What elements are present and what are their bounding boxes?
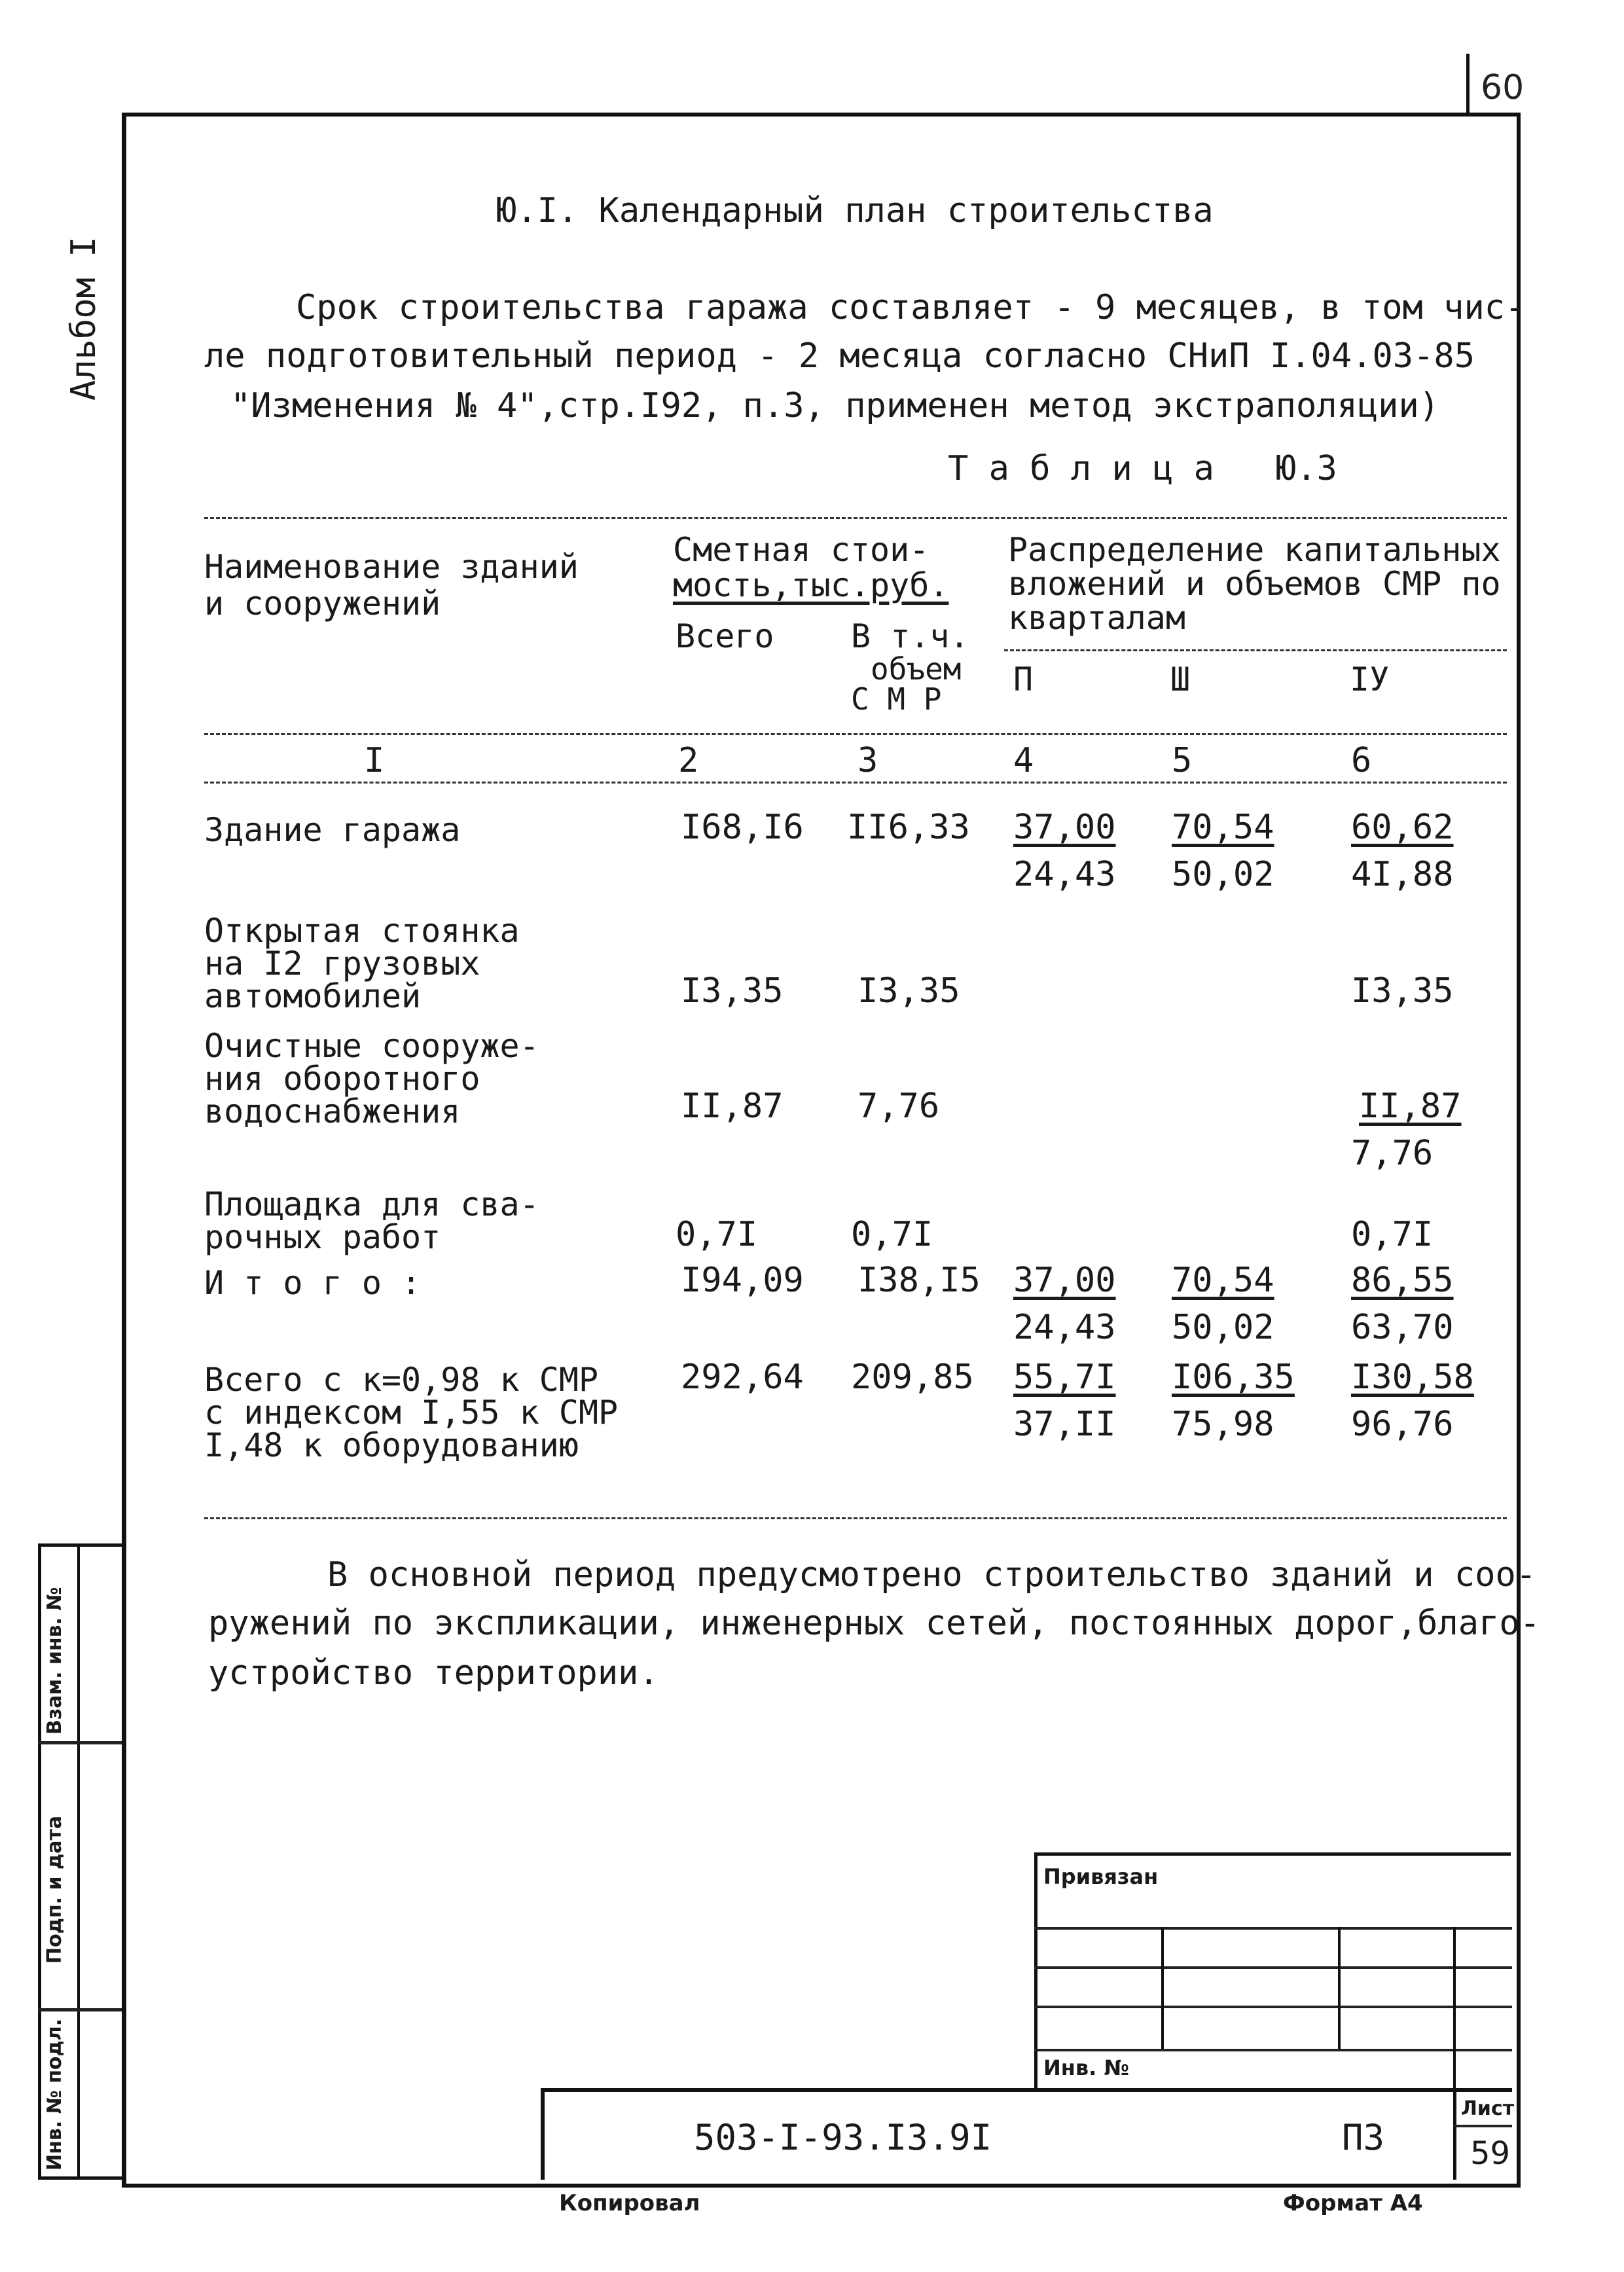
row-name-1: Площадка для сва- bbox=[204, 1185, 539, 1223]
header-cost-2: мость,тыс.руб. bbox=[673, 566, 949, 604]
row-q3-bottom: 75,98 bbox=[1172, 1405, 1274, 1444]
row-smr: I3,35 bbox=[857, 971, 960, 1011]
row-name-3: автомобилей bbox=[204, 977, 422, 1015]
row-name-2: ния оборотного bbox=[204, 1060, 480, 1098]
col-num-2: 2 bbox=[678, 741, 699, 780]
row-name-1: Всего с к=0,98 к СМР bbox=[204, 1361, 599, 1399]
intro-line-2: ле подготовительный период - 2 месяца согласно СНиП I.04.03-85 bbox=[204, 336, 1475, 376]
row-q3-bottom: 50,02 bbox=[1172, 1308, 1274, 1347]
table-title: Т а б л и ц а Ю.3 bbox=[948, 449, 1337, 488]
row-q4-bottom: 63,70 bbox=[1351, 1308, 1454, 1347]
row-name: Здание гаража bbox=[204, 811, 461, 849]
row-q3-top: 70,54 bbox=[1172, 808, 1274, 847]
col-num-6: 6 bbox=[1351, 741, 1372, 780]
row-q2-top: 37,00 bbox=[1013, 1261, 1116, 1300]
row-name-1: Очистные сооруже- bbox=[204, 1027, 539, 1065]
intro-line-3: "Изменения № 4",стр.I92, п.3, применен метод экстраполяции) bbox=[230, 386, 1440, 425]
album-label: Альбом I bbox=[64, 236, 103, 401]
table-top-rule bbox=[204, 517, 1507, 519]
row-smr: II6,33 bbox=[847, 808, 970, 847]
row-name-1: Открытая стоянка bbox=[204, 912, 520, 950]
copied-label: Копировал bbox=[559, 2190, 700, 2216]
row-q2-bottom: 24,43 bbox=[1013, 855, 1116, 894]
row-smr: 7,76 bbox=[857, 1087, 940, 1126]
row-q3-bottom: 50,02 bbox=[1172, 855, 1274, 894]
row-smr: 209,85 bbox=[851, 1358, 974, 1397]
conclusion-line-3: устройство территории. bbox=[208, 1653, 659, 1693]
row-smr: I38,I5 bbox=[857, 1261, 981, 1300]
conclusion-line-1: В основной период предусмотрено строительство зданий и соо- bbox=[327, 1555, 1537, 1595]
row-q4-bottom: 7,76 bbox=[1351, 1134, 1434, 1173]
row-q2-bottom: 37,II bbox=[1013, 1405, 1116, 1444]
row-q4: I3,35 bbox=[1351, 971, 1454, 1011]
row-smr: 0,7I bbox=[851, 1215, 933, 1254]
header-cost-1: Сметная стои- bbox=[673, 531, 929, 569]
header-q2: П bbox=[1013, 660, 1034, 698]
row-total: 292,64 bbox=[681, 1358, 804, 1397]
sheet-number: 59 bbox=[1470, 2135, 1511, 2172]
header-q4: IУ bbox=[1350, 660, 1390, 698]
row-q4-bottom: 96,76 bbox=[1351, 1405, 1454, 1444]
row-q4-top: II,87 bbox=[1359, 1087, 1462, 1126]
row-q4: 0,7I bbox=[1351, 1215, 1434, 1254]
format-label: Формат А4 bbox=[1283, 2190, 1423, 2216]
conclusion-line-2: ружений по экспликации, инженерных сетей, постоянных дорог,благо- bbox=[208, 1604, 1540, 1643]
row-total: II,87 bbox=[681, 1087, 784, 1126]
header-name-2: и сооружений bbox=[204, 585, 441, 622]
row-total: I3,35 bbox=[681, 971, 784, 1011]
intro-line-1: Срок строительства гаража составляет - 9 месяцев, в том чис- bbox=[296, 288, 1526, 327]
row-name-3: I,48 к оборудованию bbox=[204, 1426, 579, 1464]
side-interchange: Взам. инв. № bbox=[43, 1587, 66, 1735]
header-distribution-2: вложений и объемов СМР по bbox=[1008, 565, 1501, 603]
header-bottom-rule bbox=[204, 733, 1507, 735]
header-name-1: Наименование зданий bbox=[204, 548, 579, 586]
col-num-4: 4 bbox=[1013, 741, 1034, 780]
col-num-5: 5 bbox=[1172, 741, 1193, 780]
doc-code: 503-I-93.I3.9I bbox=[694, 2117, 992, 2158]
quarters-rule bbox=[1004, 649, 1507, 651]
row-q2-top: 37,00 bbox=[1013, 808, 1116, 847]
section-code: ПЗ bbox=[1342, 2117, 1385, 2158]
row-total: I94,09 bbox=[681, 1261, 804, 1300]
row-name-2: рочных работ bbox=[204, 1218, 441, 1256]
row-total: I68,I6 bbox=[681, 808, 804, 847]
side-signature: Подп. и дата bbox=[43, 1815, 66, 1964]
header-total: Всего bbox=[676, 617, 774, 655]
header-distribution-3: кварталам bbox=[1008, 599, 1185, 637]
table-bottom-rule bbox=[204, 1517, 1507, 1519]
row-name-2: с индексом I,55 к СМР bbox=[204, 1394, 619, 1432]
section-heading: Ю.I. Календарный план строительства bbox=[496, 191, 1214, 230]
row-q2-bottom: 24,43 bbox=[1013, 1308, 1116, 1347]
row-q3-top: 70,54 bbox=[1172, 1261, 1274, 1300]
bound-label: Привязан bbox=[1043, 1864, 1159, 1889]
page-number: 60 bbox=[1481, 68, 1525, 107]
row-name-2: на I2 грузовых bbox=[204, 945, 480, 983]
header-smr-1: В т.ч. bbox=[851, 617, 969, 655]
header-smr-3: С М Р bbox=[851, 681, 942, 717]
row-q3-top: I06,35 bbox=[1172, 1358, 1295, 1397]
row-q4-bottom: 4I,88 bbox=[1351, 855, 1454, 894]
row-name-3: водоснабжения bbox=[204, 1092, 461, 1130]
row-q4-top: I30,58 bbox=[1351, 1358, 1474, 1397]
header-smr-2: объем bbox=[871, 651, 962, 687]
sheet-label: Лист bbox=[1461, 2097, 1515, 2120]
row-total: 0,7I bbox=[676, 1215, 758, 1254]
col-num-1: I bbox=[364, 741, 385, 780]
col-num-3: 3 bbox=[857, 741, 878, 780]
side-inv-orig: Инв. № подл. bbox=[43, 2018, 66, 2171]
header-distribution-1: Распределение капитальных bbox=[1008, 531, 1501, 569]
row-name: И т о г о : bbox=[204, 1264, 422, 1302]
colnum-bottom-rule bbox=[204, 782, 1507, 784]
row-q4-top: 60,62 bbox=[1351, 808, 1454, 847]
header-q3: Ш bbox=[1170, 660, 1191, 698]
inv-no-label: Инв. № bbox=[1043, 2055, 1129, 2080]
row-q2-top: 55,7I bbox=[1013, 1358, 1116, 1397]
row-q4-top: 86,55 bbox=[1351, 1261, 1454, 1300]
